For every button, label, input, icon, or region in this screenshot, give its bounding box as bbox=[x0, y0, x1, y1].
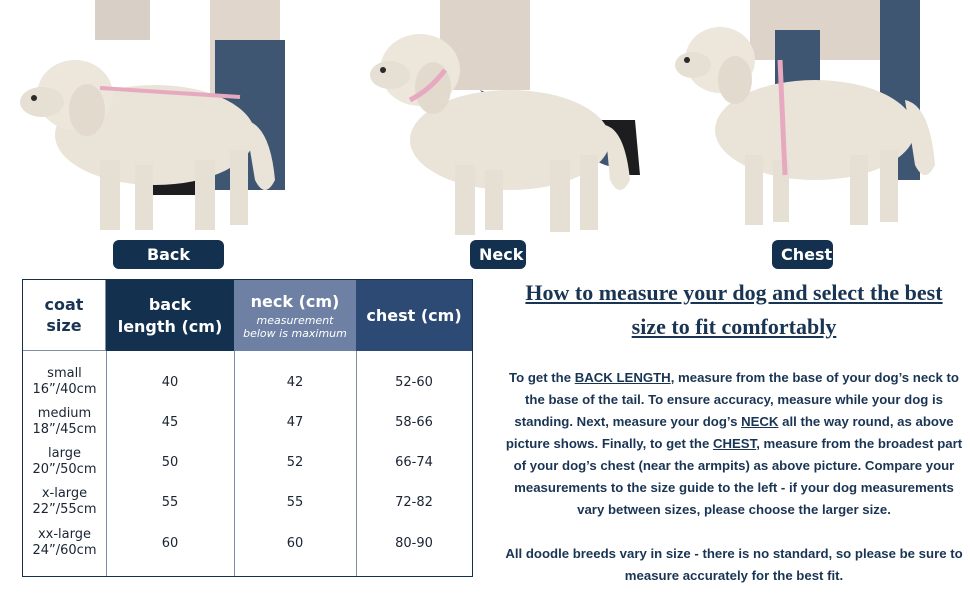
header-coat-size-line2: size bbox=[46, 316, 82, 335]
instructions-text: To get the bbox=[509, 370, 575, 385]
header-neck-note-line2: below is maximum bbox=[243, 326, 347, 340]
neck-cell: 47 bbox=[286, 414, 304, 430]
header-coat-size-line1: coat bbox=[44, 295, 84, 314]
header-back-length bbox=[106, 280, 234, 351]
table-row bbox=[23, 402, 472, 442]
table-row bbox=[23, 442, 472, 482]
header-neck bbox=[234, 280, 356, 351]
back-cell: 40 bbox=[161, 374, 179, 390]
back-cell: 60 bbox=[161, 535, 179, 551]
header-coat-size bbox=[23, 280, 106, 351]
size-name: large bbox=[48, 446, 81, 461]
size-imperial: 18”/45cm bbox=[32, 422, 97, 437]
header-chest bbox=[356, 280, 472, 351]
neck-cell: 52 bbox=[286, 454, 304, 470]
chest-photo bbox=[665, 0, 970, 242]
back-length-photo bbox=[0, 0, 320, 242]
size-imperial: 16”/40cm bbox=[32, 382, 97, 397]
size-name: x-large bbox=[41, 486, 88, 501]
size-cell bbox=[23, 442, 106, 482]
back-length-term: BACK LENGTH bbox=[574, 370, 671, 385]
guide-title bbox=[500, 276, 968, 344]
neck-label: Neck bbox=[470, 240, 526, 269]
size-chart-table bbox=[22, 279, 473, 577]
table-row bbox=[23, 362, 472, 402]
chest-cell: 52-60 bbox=[395, 374, 433, 390]
size-imperial: 24”/60cm bbox=[32, 543, 97, 558]
guide-title-line2: size to fit comfortably bbox=[631, 314, 837, 339]
header-neck-note-line1: measurement bbox=[256, 313, 334, 327]
neck-photo bbox=[345, 0, 665, 242]
header-back-line2: length (cm) bbox=[117, 316, 223, 336]
neck-cell: 55 bbox=[286, 494, 304, 510]
guide-title-line1: How to measure your dog and select the best bbox=[525, 280, 943, 305]
size-name: medium bbox=[37, 406, 92, 421]
breed-size-note: All doodle breeds vary in size - there is no standard, so please be sure to measure accurately for the best fit. bbox=[505, 546, 963, 583]
size-cell bbox=[23, 482, 106, 522]
chest-cell: 66-74 bbox=[395, 454, 433, 470]
back-cell: 50 bbox=[161, 454, 179, 470]
size-name: small bbox=[47, 366, 82, 381]
header-back-line1: back bbox=[148, 294, 192, 314]
size-name: xx-large bbox=[37, 527, 92, 542]
chest-cell: 80-90 bbox=[395, 535, 433, 551]
chest-term: CHEST bbox=[712, 436, 757, 451]
instructions-text: , measure from the broadest part of your dog’s chest (near the armpits) as above picture. Compare your measurements to the size guide to the left - if your dog measurements vary between sizes, please choose the larger size. bbox=[513, 436, 963, 517]
neck-term: NECK bbox=[741, 414, 779, 429]
measuring-instructions bbox=[500, 367, 968, 521]
table-row bbox=[23, 523, 472, 563]
chest-label: Chest bbox=[772, 240, 833, 269]
size-cell bbox=[23, 362, 106, 402]
back-length-label: Back bbox=[113, 240, 224, 269]
neck-cell: 60 bbox=[286, 535, 304, 551]
size-cell bbox=[23, 523, 106, 563]
back-cell: 45 bbox=[161, 414, 179, 430]
header-chest-label: chest (cm) bbox=[366, 306, 462, 325]
chest-cell: 58-66 bbox=[395, 414, 433, 430]
table-row bbox=[23, 482, 472, 522]
instructions-text: all the way round, as above picture shows. Finally, to get the bbox=[505, 414, 954, 451]
back-cell: 55 bbox=[161, 494, 179, 510]
size-imperial: 20”/50cm bbox=[32, 462, 97, 477]
header-neck-label: neck (cm) bbox=[250, 291, 340, 311]
chest-cell: 72-82 bbox=[395, 494, 433, 510]
size-imperial: 22”/55cm bbox=[32, 502, 97, 517]
size-cell bbox=[23, 402, 106, 442]
instructions-text: , measure from the base of your dog’s neck to the base of the tail. To ensure accuracy, measure while your dog is standing. Next, measure your dog’s bbox=[514, 370, 959, 429]
neck-cell: 42 bbox=[286, 374, 304, 390]
